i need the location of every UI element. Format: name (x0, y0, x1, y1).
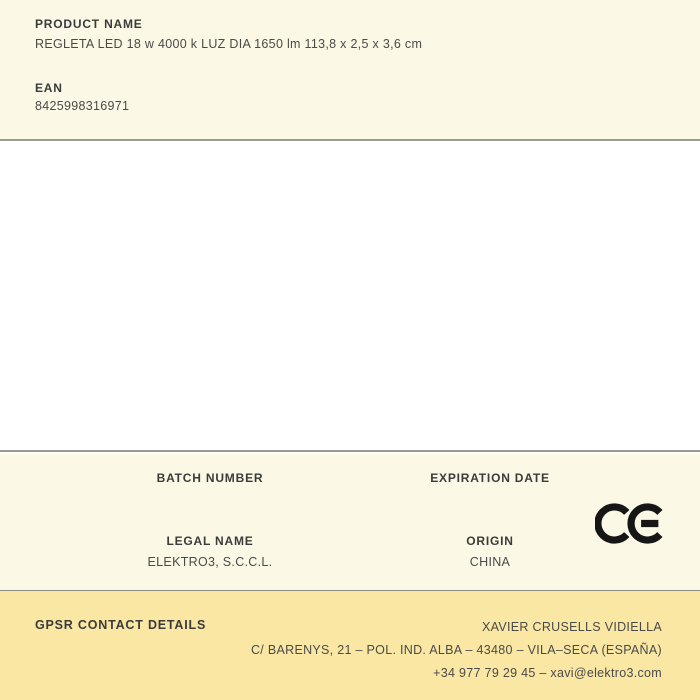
origin-value: CHINA (469, 555, 511, 569)
legal-name-value: ELEKTRO3, S.C.C.L. (147, 555, 273, 569)
contact-phone-email: +34 977 79 29 45 – xavi@elektro3.com (433, 666, 662, 680)
product-name-label: PRODUCT NAME (35, 17, 143, 31)
details-section (0, 454, 700, 591)
contact-person-name: XAVIER CRUSELLS VIDIELLA (482, 620, 662, 634)
gpsr-footer-section (0, 591, 700, 700)
product-image-placeholder (0, 141, 700, 452)
product-name-value: REGLETA LED 18 w 4000 k LUZ DIA 1650 lm 113,8 x 2,5 x 3,6 cm (35, 37, 423, 51)
product-header-section (0, 0, 700, 141)
ean-label: EAN (35, 81, 63, 95)
gpsr-contact-block (251, 616, 662, 685)
ean-value: 8425998316971 (35, 99, 130, 113)
batch-number-label: BATCH NUMBER (156, 471, 264, 485)
contact-address: C/ BARENYS, 21 – POL. IND. ALBA – 43480 – VILA–SECA (ESPAÑA) (250, 643, 662, 657)
legal-name-label: LEGAL NAME (166, 534, 254, 548)
gpsr-contact-label: GPSR CONTACT DETAILS (35, 618, 207, 632)
expiration-date-label: EXPIRATION DATE (430, 471, 550, 485)
origin-label: ORIGIN (466, 534, 514, 548)
ce-mark-icon (595, 497, 667, 550)
